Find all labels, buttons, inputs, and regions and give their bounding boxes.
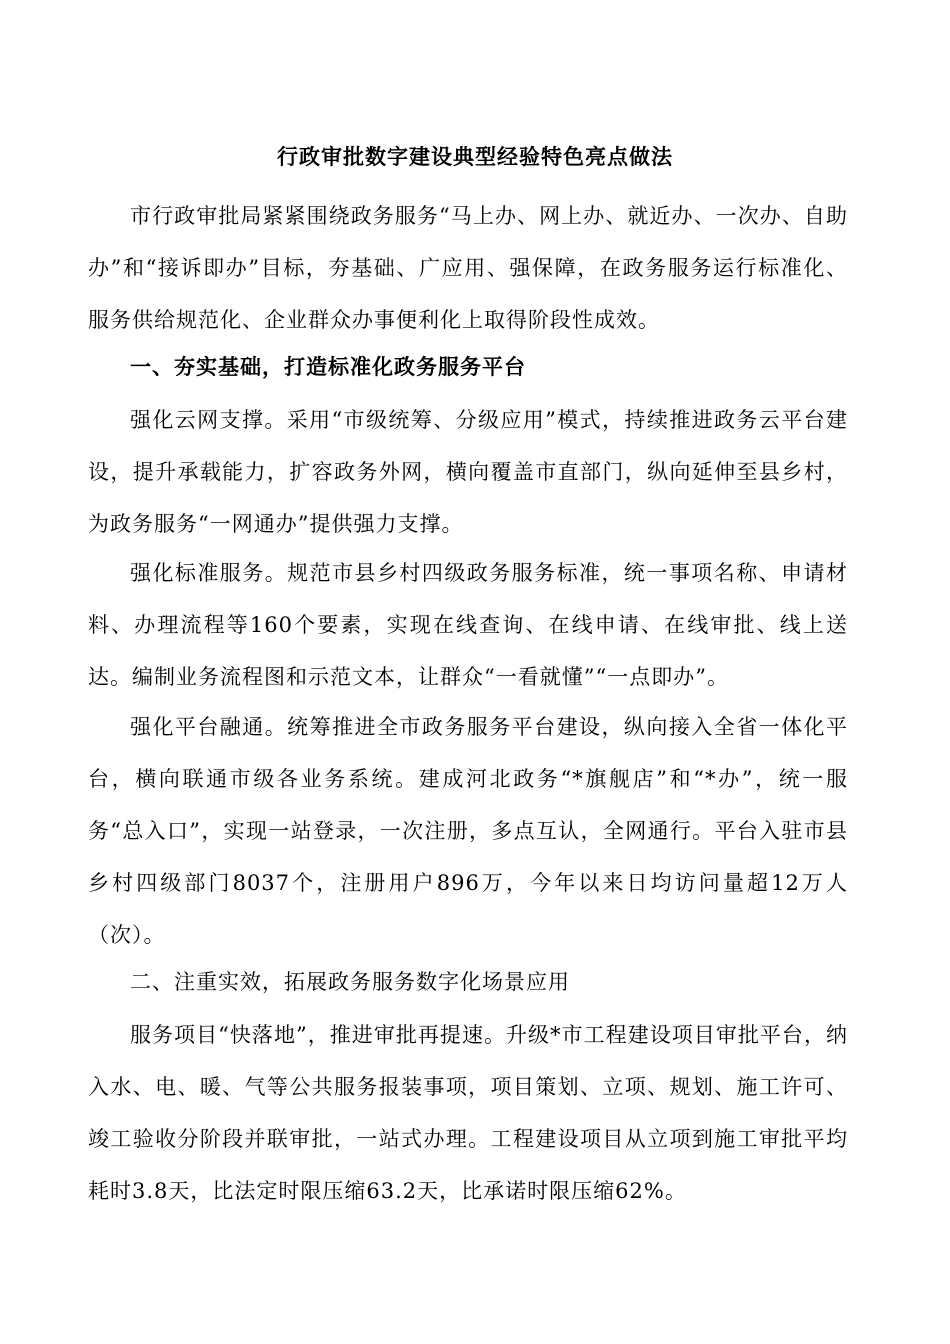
section2-heading: 二、注重实效，拓展政务服务数字化场景应用 [130,970,570,994]
section1-paragraph-platform: 强化平台融通。统筹推进全市政务服务平台建设，纵向接入全省一体化平台，横向联通市级各业务系统。建成河北政务“*旗舰店”和“*办”，统一服务“总入口”，实现一站登录，一次注册，多点互认，全网通行。平台入驻市县乡村四级部门8037个，注册用户896万，今年以来日均访问量超12万人（次）。 [88,715,848,947]
section1-paragraph-standard: 强化标准服务。规范市县乡村四级政务服务标准，统一事项名称、申请材料、办理流程等160个要素，实现在线查询、在线申请、在线审批、线上送达。编制业务流程图和示范文本，让群众“一看就懂”“一点即办”。 [88,561,848,689]
section1-paragraph-cloud: 强化云网支撑。采用“市级统筹、分级应用”模式，持续推进政务云平台建设，提升承载能力，扩容政务外网，横向覆盖市直部门，纵向延伸至县乡村，为政务服务“一网通办”提供强力支撑。 [88,408,848,536]
intro-paragraph: 市行政审批局紧紧围绕政务服务“马上办、网上办、就近办、一次办、自助办”和“接诉即办”目标，夯基础、广应用、强保障，在政务服务运行标准化、服务供给规范化、企业群众办事便利化上取得阶段性成效。 [88,204,848,332]
document-title: 行政审批数字建设典型经验特色亮点做法 [277,144,673,169]
section2-paragraph-projects: 服务项目“快落地”，推进审批再提速。升级*市工程建设项目审批平台，纳入水、电、暖、气等公共服务报装事项，项目策划、立项、规划、施工许可、竣工验收分阶段并联审批，一站式办理。工程建设项目从立项到施工审批平均耗时3.8天，比法定时限压缩63.2天，比承诺时限压缩62%。 [88,1023,848,1203]
section1-heading: 一、夯实基础，打造标准化政务服务平台 [130,354,526,379]
